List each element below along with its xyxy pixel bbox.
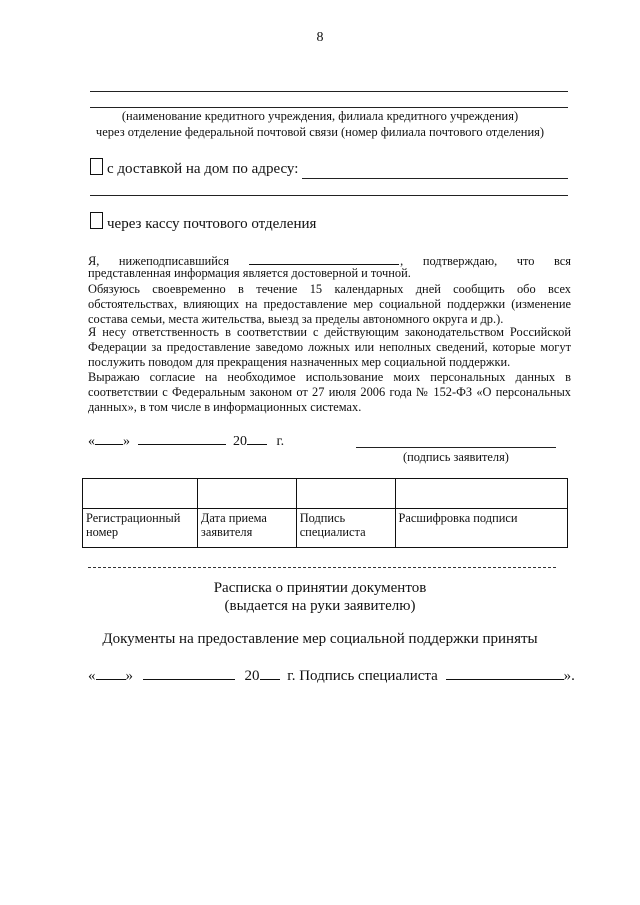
applicant-signature-line[interactable] — [356, 447, 556, 448]
receipt-date-open: « — [88, 668, 96, 684]
bank-caption-1: (наименование кредитного учреждения, филиала кредитного учреждения) — [121, 109, 519, 123]
receipt-year-field[interactable] — [260, 667, 280, 680]
specialist-signature-cell[interactable] — [296, 479, 395, 509]
declaration-paragraph-3: Я несу ответственность в соответствии с действующим законодательством Российской Федерации за предоставление заведомо ложных или неполных сведений, которые могут послужить поводом для прекращения назначенных мер социальной поддержки. — [88, 325, 571, 369]
year-suffix: г. — [276, 434, 285, 449]
post-office-label: через кассу почтового отделения — [107, 216, 317, 232]
home-delivery-label: с доставкой на дом по адресу: — [107, 161, 299, 177]
table-row — [83, 509, 568, 548]
year-field[interactable] — [247, 432, 267, 445]
cut-line — [88, 567, 556, 568]
receipt-statement: Документы на предоставление мер социальной поддержки приняты — [102, 631, 538, 647]
receipt-signature-label: г. Подпись специалиста — [287, 668, 438, 684]
receipt-year-prefix: 20 — [244, 668, 260, 684]
post-office-checkbox[interactable] — [90, 212, 103, 229]
decl-word-5: что — [516, 254, 535, 268]
reception-date-cell[interactable] — [197, 479, 296, 509]
declaration-paragraph-4: Выражаю согласие на необходимое использование моих персональных данных в соответствии с Федеральным законом от 27 июля 2006 года № 152-ФЗ «О персональных данных», в том числе в информационных системах. — [88, 370, 571, 414]
signature-caption: (подпись заявителя) — [403, 450, 509, 464]
registration-table — [82, 478, 568, 548]
date-open-quote: « — [88, 434, 95, 449]
address-line-2[interactable] — [90, 195, 568, 196]
declaration-paragraph-2: Обязуюсь своевременно в течение 15 календарных дней сообщить обо всех обстоятельствах, влияющих на предоставление мер социальной поддержки (изменение состава семьи, места жительства, выезд за пределы автономного округа и др.). — [88, 282, 571, 326]
bank-name-line-1[interactable] — [90, 91, 568, 92]
header-signature-transcript: Расшифровка подписи — [395, 509, 567, 548]
date-close-quote: » — [123, 434, 130, 449]
home-delivery-checkbox[interactable] — [90, 158, 103, 175]
year-prefix: 20 — [233, 434, 247, 449]
decl-word-2: нижеподписавшийся — [118, 254, 230, 268]
decl-comma: , — [400, 254, 404, 268]
declaration-line-rest: представленная информация является достоверной и точной. — [88, 266, 411, 280]
signer-name-field[interactable] — [249, 252, 399, 265]
address-line-1[interactable] — [302, 178, 568, 179]
header-reg-number: Регистрационный номер — [83, 509, 198, 548]
receipt-date-signature — [88, 667, 575, 685]
decl-word-1: Я, — [88, 254, 100, 268]
receipt-day-field[interactable] — [96, 667, 126, 680]
bank-caption-2: через отделение федеральной почтовой связи (номер филиала почтового отделения) — [95, 125, 545, 139]
receipt-end-mark: ». — [563, 668, 575, 684]
decl-word-4: подтверждаю, — [422, 254, 498, 268]
day-field[interactable] — [95, 432, 123, 445]
decl-word-6: вся — [553, 254, 571, 268]
receipt-date-close: » — [125, 668, 133, 684]
receipt-month-field[interactable] — [143, 667, 235, 680]
signature-transcript-cell[interactable] — [395, 479, 567, 509]
header-specialist-signature: Подпись специалиста — [296, 509, 395, 548]
table-row — [83, 479, 568, 509]
receipt-title: Расписка о принятии документов — [213, 580, 427, 596]
month-field[interactable] — [138, 432, 226, 445]
receipt-specialist-signature-field[interactable] — [446, 667, 564, 680]
page-number: 8 — [316, 30, 324, 45]
receipt-subtitle: (выдается на руки заявителю) — [224, 598, 416, 614]
header-reception-date: Дата приема заявителя — [197, 509, 296, 548]
reg-number-cell[interactable] — [83, 479, 198, 509]
applicant-date — [88, 432, 284, 450]
